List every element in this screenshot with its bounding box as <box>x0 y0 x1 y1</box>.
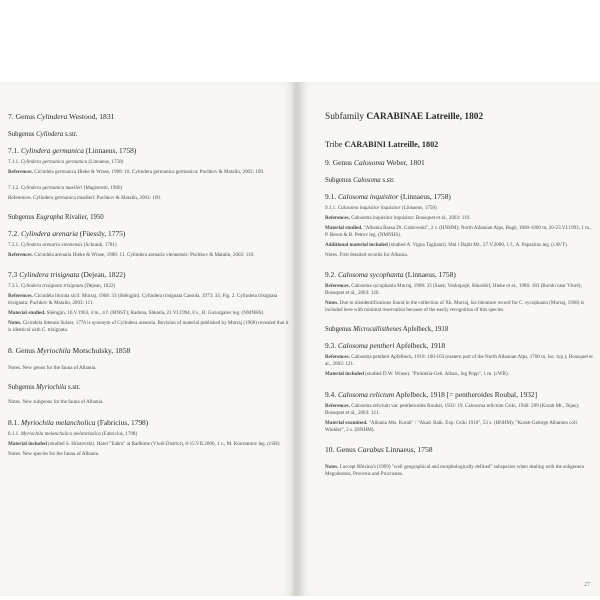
notes-paragraph: Notes. First detailed records for Albania. <box>325 251 409 258</box>
tribe-heading <box>325 140 593 149</box>
subgenus-name: Microcallisthenes <box>353 326 402 334</box>
species-name: Cylindera arenaria <box>20 228 78 238</box>
species-name: Calosoma sycophanta <box>337 270 404 280</box>
notes-text: Cicindela litterata Sulzer, 1776 is synonym of Cylindera arenaria. Revision of material published by Murraj (1968) revealed that it is identical with C. trisignata. <box>8 320 289 333</box>
subgenus-author: s.str. <box>63 131 78 138</box>
subspecies-entry <box>8 159 290 166</box>
entry-name: Calosoma inquisitor inquisitor <box>337 205 401 211</box>
subgenus-heading <box>8 384 290 391</box>
species-number: 8.1. <box>8 417 21 427</box>
notes-paragraph <box>325 464 593 478</box>
references-paragraph <box>325 354 593 368</box>
references-text: Cicindela arenaria Hieke & Wrase, 1988: 11. Cylindera arenaria viennensis: Puchkov & Matalin, 2003: 110. <box>34 251 255 258</box>
subfamily-label: Subfamily <box>325 112 367 122</box>
material-label: Material studied. <box>325 224 364 231</box>
subfamily-heading <box>325 112 593 122</box>
material-paragraph <box>325 225 593 239</box>
subgenus-name: Cylindera <box>36 131 64 138</box>
material-text: (studied S. Hristovski). Hotel "Eabra" at Radhime (Vlorë District), 8-15.VII.2006, 1 s., M. Konstantov leg. (cSH). <box>48 440 281 447</box>
genus-name: Carabus <box>357 445 384 455</box>
references-label: References. <box>325 283 352 290</box>
entry-author: (Magistretti, 1966) <box>82 184 123 191</box>
notes-label: Notes. <box>325 300 340 307</box>
material-text: Shëngjin, 16.V.1963, 4 m., 4 f. (MNST); Radona, Shkiela, 21.VI.1994, 8 s., B. Guzorgaiev leg. (NMNHS). <box>46 310 265 317</box>
notes-paragraph <box>8 320 290 334</box>
entry-name: Cylindera germanica muelleri <box>20 184 83 191</box>
subgenus-author: Apfelbeck, 1918 <box>401 326 449 334</box>
genus-heading-carabus <box>325 445 593 454</box>
genus-heading-myriochila <box>8 346 290 355</box>
species-name: Calosoma inquisitor <box>337 192 399 201</box>
entry-number: 9.1.1. <box>325 205 338 211</box>
species-number: 9.3. <box>325 341 338 351</box>
species-author: (Fabricius, 1798) <box>95 417 149 427</box>
notes-paragraph: Notes. New genus for the fauna of Albania. <box>8 364 97 371</box>
subfamily-name: CARABINAE Latreille, 1802 <box>366 112 484 122</box>
genus-number: 8. Genus <box>8 345 37 355</box>
references-label: References. <box>8 251 35 258</box>
subspecies-entry <box>8 185 290 192</box>
additional-material-text: (studied A. Vigna Taglianti). Mal i Dajtit Mt., 27.V.2000, 1 f., A. Papazitos leg. (cAVT). <box>389 241 569 248</box>
species-author: (Füessly, 1775) <box>77 228 126 238</box>
species-name: Myriochila melancholica <box>20 417 96 427</box>
subgenus-name: Myriochila <box>36 383 67 391</box>
subspecies-entry <box>8 242 290 249</box>
references-paragraph <box>8 252 290 259</box>
subspecies-entry <box>8 431 290 438</box>
references-label: References. <box>8 168 35 175</box>
references-label: References. <box>325 402 352 409</box>
species-number: 7.1. <box>8 146 21 155</box>
material-text: "Albania Rassa Dr. Grabowski", 2 s. (HNHM); North Albanian Alps, Bogë, 1800-1900 m, 20-23.VI.1993, 1 m., P. Beron & B. Petrov leg. (NMNHS). <box>325 224 592 238</box>
entry-author: (Dejean, 1822) <box>83 283 116 290</box>
right-page <box>297 82 600 596</box>
species-author: Apfelbeck, 1918 <box>394 341 446 351</box>
material-label: Material studied. <box>8 310 47 317</box>
subgenus-label: Subgenus <box>8 213 37 221</box>
species-number: 9.1. <box>325 192 338 201</box>
subgenus-heading <box>325 326 593 333</box>
species-heading <box>8 270 290 279</box>
species-author: Apfelbeck, 1918 [= pentheroides Roubal, 1932] <box>394 389 538 399</box>
subgenus-author: s.str. <box>380 177 395 184</box>
notes-text: I accept Březina's (1999) "well geographical and morphologically defined" subspecies when dealing with the subgenera Megodontus, Procerus and Procrustes. <box>325 464 584 478</box>
entry-number: 7.1.2. <box>8 184 21 191</box>
species-number: 9.2. <box>325 270 338 280</box>
subspecies-entry <box>8 283 290 290</box>
species-name: Calosoma relictum <box>337 389 395 399</box>
genus-number: 9. Genus <box>325 158 354 167</box>
subgenus-label: Subgenus <box>325 326 354 334</box>
entry-name: Cylindera arenaria viennensis <box>20 241 83 248</box>
material-label: Material included <box>325 370 366 377</box>
species-heading <box>8 418 290 427</box>
material-text: "Albania Mts. Korab" / "Akad. Balk. Exp. Csiki 1918", 53 s. (HNHM); "Korab-Gebirge Albanien coll. Winkler", 2 s. (HNHM). <box>325 419 579 433</box>
entry-number: 7.1.1. <box>8 159 21 165</box>
species-heading <box>8 229 290 238</box>
references-paragraph <box>8 169 290 176</box>
references-text: Cicindela germanica Hieke & Wrase, 1988: 10. Cylindera germanica germanica: Puchkov & Matalin, 2003: 109. <box>34 168 265 175</box>
references-paragraph <box>325 403 593 417</box>
entry-name: Cylindera germanica germanica <box>20 159 88 165</box>
genus-heading-cylindera <box>8 112 290 121</box>
references-text: Calosoma relictum var. pentheroides Roubal, 1932: 19. Calosoma relictum Csiki, 1940: 209 (Korab Mt., Tejas); Bousquet et al., 2003: 121. <box>325 402 580 416</box>
entry-number: 7.2.1. <box>8 241 21 248</box>
notes-paragraph <box>325 300 593 314</box>
references-text: Calosoma pentheri Apfelbeck, 1918: 160-163 (eastern part of the North Albanian Alps, 1700 m, loc. typ.); Bousquet et al., 2003: 121. <box>325 354 593 367</box>
subgenus-name: Eugrapha <box>36 213 64 221</box>
species-heading <box>325 341 593 350</box>
species-heading <box>8 146 290 155</box>
entry-author: (Fabricius, 1798) <box>100 430 138 437</box>
references-paragraph <box>325 283 593 297</box>
references-label: References. <box>325 354 352 361</box>
species-author: (Linnaeus, 1758) <box>403 270 456 280</box>
species-author: (Linnaeus, 1758) <box>83 146 137 155</box>
notes-paragraph: Notes. New subgenus for the fauna of Albania. <box>8 398 104 405</box>
notes-label: Notes. <box>325 464 340 471</box>
entry-name: Cylindera trisignata trisignata <box>20 283 84 290</box>
references-paragraph: References. Cylindera germanica muelleri: Puchkov & Matalin, 2003: 109. <box>8 194 162 201</box>
material-paragraph <box>8 310 290 317</box>
material-paragraph <box>325 420 593 434</box>
material-label: Material examined. <box>325 419 369 426</box>
tribe-name: CARABINI Latreille, 1802 <box>344 140 439 149</box>
species-name: Calosoma pentheri <box>337 341 395 351</box>
genus-number: 10. Genus <box>325 445 358 455</box>
genus-name: Myriochila <box>36 345 71 355</box>
genus-author: Motschulsky, 1858 <box>70 345 131 355</box>
species-author: (Linnaeus, 1758) <box>398 192 451 201</box>
species-heading <box>325 270 593 279</box>
species-name: Cylindera trisignata <box>19 270 80 280</box>
left-page <box>0 82 297 596</box>
references-text: Cicindela litorata sicil: Murraj, 1968: 33 (Shëngjin). Cylindera trisignata Cassola, 1973: 33, Fig. 2. Cylindera trisignata trisignata: Puchkov & Matalin, 2003: 111. <box>8 293 278 307</box>
subspecies-entry <box>325 205 593 212</box>
material-label: Material included <box>8 440 49 447</box>
notes-paragraph: Notes. New species for the fauna of Albania. <box>8 450 100 457</box>
subgenus-label: Subgenus <box>8 383 37 391</box>
subgenus-author: Rivalier, 1950 <box>63 213 104 221</box>
species-author: (Dejean, 1822) <box>79 270 126 280</box>
material-paragraph <box>325 371 593 378</box>
genus-author: Westood, 1831 <box>67 112 115 121</box>
entry-author: (Schrank, 1781) <box>82 241 117 248</box>
genus-name: Cylindera <box>36 112 68 121</box>
subgenus-heading <box>8 214 290 221</box>
entry-author: (Linnaeus, 1758) <box>400 205 437 211</box>
genus-author: Linnaeus, 1758 <box>383 445 433 455</box>
genus-author: Weber, 1801 <box>384 158 425 167</box>
subgenus-heading <box>8 131 290 138</box>
species-heading <box>325 192 593 201</box>
subgenus-heading <box>325 177 593 184</box>
entry-number: 8.1.1. <box>8 430 21 437</box>
species-number: 7.2. <box>8 228 21 238</box>
subgenus-label: Subgenus <box>325 177 354 184</box>
species-number: 9.4. <box>325 389 338 399</box>
subgenus-author: s.str. <box>66 383 81 391</box>
tribe-label: Tribe <box>325 140 345 149</box>
material-text: (studied D.W. Wrase). "Prokletia-Geb. Alban., leg Popp", 1 m. (cWR). <box>365 370 509 377</box>
references-label: References. <box>325 214 352 221</box>
material-paragraph <box>8 441 290 448</box>
species-heading <box>325 390 593 399</box>
references-paragraph <box>8 293 290 307</box>
entry-author: (Linnaeus, 1758) <box>87 159 124 165</box>
notes-text: Due to misidentifications found in the collection of Xh. Murraj, his literature record for C. sycophanta (Murraj, 1968) is included here with minimal reservation because of the easily recognition of this species. <box>325 300 585 314</box>
references-text: Calosoma sycophanta Murraj, 1968: 33 (Sauk; Voskopojë; Shkodër); Hieke et al., 1986: 183 (Borshi near Vlorë); Bousquet et al., 2003: 120. <box>325 283 582 297</box>
additional-material-paragraph <box>325 242 593 249</box>
references-label: References. <box>8 293 35 300</box>
right-column <box>325 112 593 481</box>
notes-label: Notes. <box>8 320 23 327</box>
species-name: Cylindera germanica <box>20 146 84 155</box>
species-number: 7.3 <box>8 270 20 280</box>
genus-number: 7. Genus <box>8 112 37 121</box>
references-text: Calosoma inquisitor inquisitor: Bousquet et al., 2003: 119. <box>351 214 471 221</box>
genus-heading-calosoma <box>325 158 593 167</box>
entry-number: 7.3.1. <box>8 283 21 290</box>
genus-name: Calosoma <box>353 158 385 167</box>
additional-material-label: Additional material included <box>325 241 390 248</box>
subgenus-name: Calosoma <box>353 177 381 184</box>
page-number: 27 <box>584 582 590 588</box>
references-paragraph <box>325 215 593 222</box>
left-column <box>8 112 290 460</box>
entry-name: Myriochila melancholica melancholica <box>20 430 101 437</box>
subgenus-label: Subgenus <box>8 131 37 138</box>
